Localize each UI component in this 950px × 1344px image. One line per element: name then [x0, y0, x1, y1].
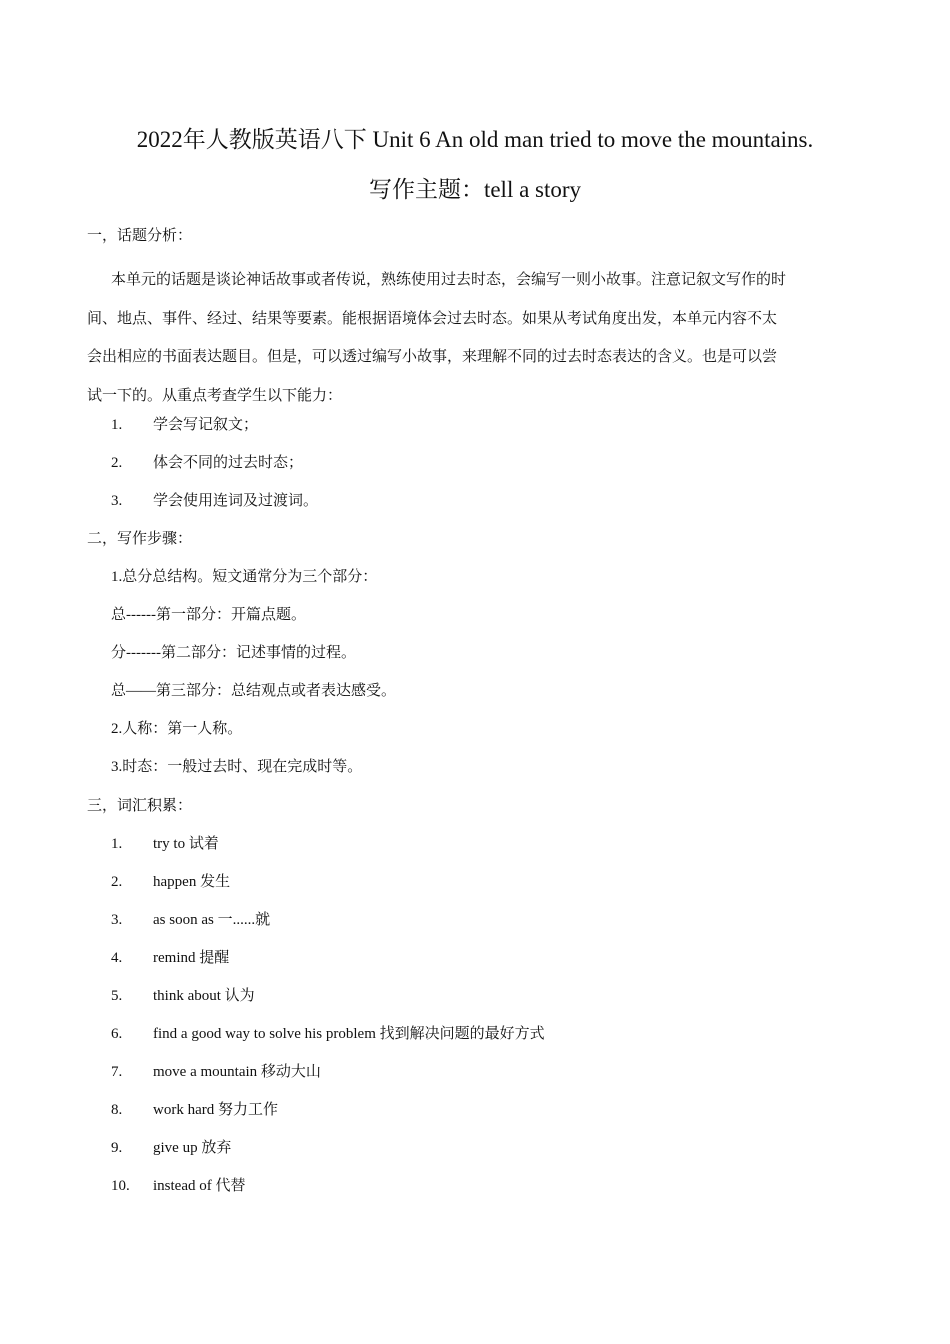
- list-item-text: 学会写记叙文；: [153, 417, 259, 433]
- paragraph-line: 会出相应的书面表达题目。但是，可以透过编写小故事，来理解不同的过去时态表达的含义。也是可以尝: [87, 349, 778, 365]
- list-item-number: 9.: [111, 1140, 123, 1156]
- step-line: 总------第一部分：开篇点题。: [111, 607, 306, 623]
- step-line: 1.总分总结构。短文通常分为三个部分：: [111, 569, 378, 585]
- vocab-text: think about 认为: [153, 988, 255, 1004]
- list-item-number: 8.: [111, 1102, 123, 1118]
- vocab-text: try to 试着: [153, 836, 219, 852]
- vocab-item: [111, 1100, 278, 1120]
- list-item: [111, 415, 258, 435]
- vocab-item: [111, 986, 255, 1006]
- list-item-number: 2.: [111, 874, 123, 890]
- vocab-text: find a good way to solve his problem 找到解决问题的最好方式: [153, 1026, 545, 1042]
- vocab-item: [111, 1138, 231, 1158]
- list-item-number: 4.: [111, 950, 123, 966]
- vocab-text: move a mountain 移动大山: [153, 1064, 321, 1080]
- vocab-text: work hard 努力工作: [153, 1102, 278, 1118]
- step-line: 分-------第二部分：记述事情的过程。: [111, 645, 356, 661]
- vocab-text: instead of 代替: [153, 1178, 246, 1194]
- list-item: [111, 453, 303, 473]
- paragraph-line: 试一下的。从重点考查学生以下能力：: [87, 387, 343, 404]
- list-item: [111, 491, 318, 511]
- section-heading-writing-steps: 二，写作步骤：: [87, 531, 193, 547]
- vocab-item: [111, 834, 219, 854]
- vocab-item: [111, 948, 229, 968]
- list-item-number: 3.: [111, 493, 123, 509]
- step-line: 3.时态：一般过去时、现在完成时等。: [111, 759, 363, 775]
- vocab-item: [111, 910, 270, 930]
- document-title: 2022年人教版英语八下 Unit 6 An old man tried to move the mountains.: [136, 127, 814, 152]
- list-item-number: 2.: [111, 455, 123, 471]
- list-item-text: 体会不同的过去时态；: [153, 455, 304, 471]
- list-item-number: 1.: [111, 836, 123, 852]
- topic-analysis-paragraph: [87, 261, 865, 415]
- list-item-number: 3.: [111, 912, 123, 928]
- step-line: 2.人称：第一人称。: [111, 721, 243, 737]
- vocab-item: [111, 872, 230, 892]
- vocab-item: [111, 1062, 321, 1082]
- vocab-text: remind 提醒: [153, 950, 230, 966]
- step-line: 总——第三部分：总结观点或者表达感受。: [111, 683, 397, 699]
- vocab-item: [111, 1176, 245, 1196]
- vocab-text: happen 发生: [153, 874, 231, 890]
- list-item-number: 7.: [111, 1064, 123, 1080]
- vocab-text: give up 放弃: [153, 1140, 232, 1156]
- list-item-number: 1.: [111, 417, 123, 433]
- list-item-text: 学会使用连词及过渡词。: [153, 493, 319, 509]
- list-item-number: 6.: [111, 1026, 123, 1042]
- paragraph-line: 本单元的话题是谈论神话故事或者传说，熟练使用过去时态，会编写一则小故事。注意记叙文写作的时: [111, 272, 787, 288]
- vocab-item: [111, 1024, 545, 1044]
- list-item-number: 5.: [111, 988, 123, 1004]
- vocab-text: as soon as 一......就: [153, 912, 271, 928]
- list-item-number: 10.: [111, 1178, 130, 1194]
- document-subtitle: 写作主题：tell a story: [368, 177, 582, 202]
- section-heading-vocabulary: 三，词汇积累：: [87, 798, 193, 814]
- paragraph-line: 间、地点、事件、经过、结果等要素。能根据语境体会过去时态。如果从考试角度出发，本单元内容不太: [87, 310, 778, 327]
- section-heading-topic-analysis: 一，话题分析：: [87, 228, 193, 244]
